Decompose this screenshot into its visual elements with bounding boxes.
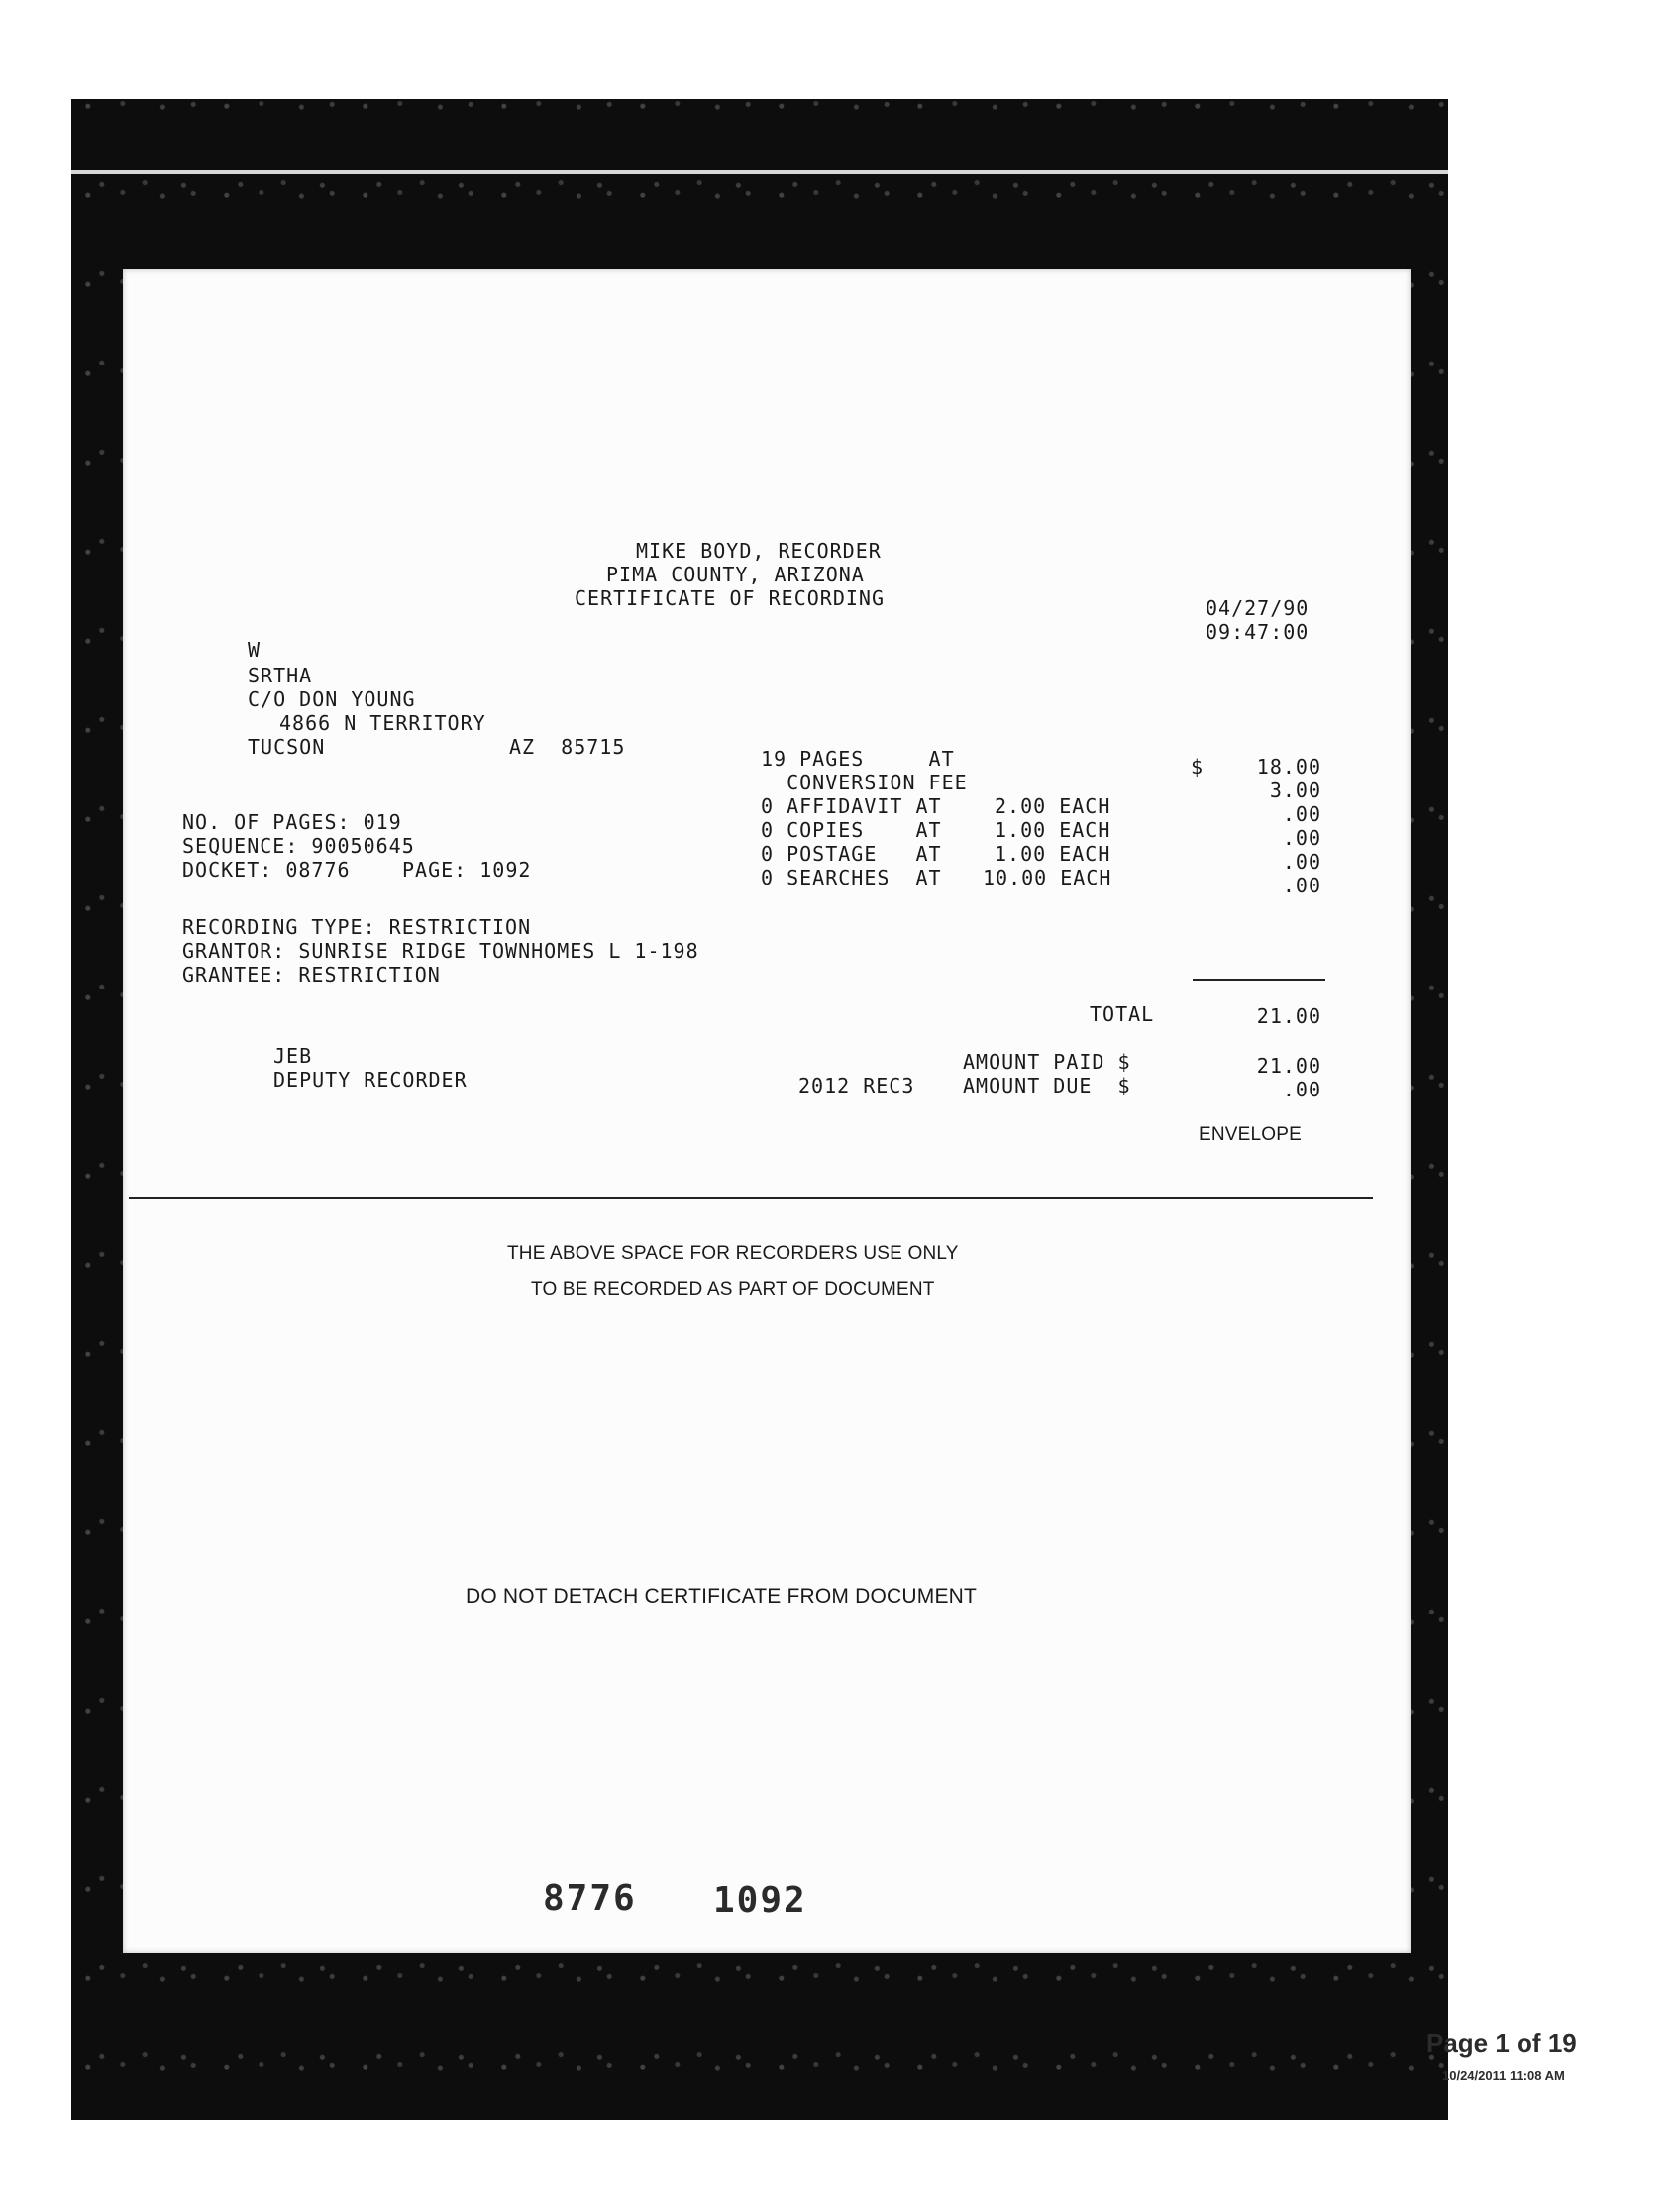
page-stamp: 1092 [713,1880,807,1921]
fee-row-desc: 0 SEARCHES AT [761,866,942,889]
recorder-use-notice: THE ABOVE SPACE FOR RECORDERS USE ONLY [507,1243,959,1264]
fee-row-amount: .00 [1282,826,1321,850]
address-state-zip: AZ 85715 [509,735,626,759]
fee-row-amount: 3.00 [1269,779,1321,802]
record-date: 04/27/90 [1206,596,1310,620]
recorder-name: MIKE BOYD, RECORDER [636,539,882,563]
docket-page: PAGE: 1092 [402,858,532,882]
amount-paid-label: AMOUNT PAID $ [963,1050,1131,1074]
docket-stamp: 8776 [543,1878,637,1919]
recorder-use-divider [129,1197,1373,1199]
fee-row-desc: 0 POSTAGE AT [761,842,942,866]
total-amount: 21.00 [1256,1004,1321,1028]
sequence-number: SEQUENCE: 90050645 [182,834,415,858]
address-city: TUCSON [248,735,326,759]
print-timestamp: 10/24/2011 11:08 AM [1442,2068,1565,2083]
deputy-initials: JEB [273,1044,313,1068]
docket-number: DOCKET: 08776 [182,858,351,882]
frame-divider [71,170,1448,174]
address-line-3: C/O DON YOUNG [248,687,416,711]
fee-row-amount: .00 [1282,850,1321,874]
address-line-4: 4866 N TERRITORY [279,711,486,735]
fee-row-amount: 18.00 [1256,755,1321,779]
fee-row-desc: 0 AFFIDAVIT AT [761,794,942,818]
amount-due: .00 [1282,1078,1321,1101]
grantor: GRANTOR: SUNRISE RIDGE TOWNHOMES L 1-198 [182,939,699,963]
grantee: GRANTEE: RESTRICTION [182,963,441,987]
record-time: 09:47:00 [1206,620,1310,644]
amount-paid: 21.00 [1256,1054,1321,1078]
fee-row-rate: 1.00 EACH [995,818,1111,842]
recorded-as-part-notice: TO BE RECORDED AS PART OF DOCUMENT [531,1279,935,1300]
county-name: PIMA COUNTY, ARIZONA [606,563,865,586]
amount-due-label: AMOUNT DUE $ [963,1074,1131,1097]
number-of-pages: NO. OF PAGES: 019 [182,810,402,834]
do-not-detach-notice: DO NOT DETACH CERTIFICATE FROM DOCUMENT [466,1585,978,1608]
fee-row-rate: 1.00 EACH [995,842,1111,866]
address-line-1: W [248,638,262,662]
fee-row-rate: 2.00 EACH [995,794,1111,818]
total-rule [1193,979,1325,981]
envelope-label: ENVELOPE [1199,1124,1303,1145]
fee-row-rate: 10.00 EACH [983,866,1112,889]
register-code: 2012 REC3 [798,1074,915,1097]
recording-type: RECORDING TYPE: RESTRICTION [182,915,532,939]
certificate-title: CERTIFICATE OF RECORDING [575,586,885,610]
address-line-2: SRTHA [248,664,313,687]
certificate-sheet [123,269,1411,1953]
fee-currency: $ [1191,755,1205,779]
total-label: TOTAL [1090,1002,1155,1026]
fee-row-desc: 0 COPIES AT [761,818,942,842]
fee-row-desc: CONVERSION FEE [761,771,968,794]
fee-row-amount: .00 [1282,802,1321,826]
fee-row-amount: .00 [1282,874,1321,897]
deputy-title: DEPUTY RECORDER [273,1068,468,1092]
fee-row-desc: 19 PAGES AT [761,747,955,771]
page-indicator: Page 1 of 19 [1426,2029,1577,2058]
